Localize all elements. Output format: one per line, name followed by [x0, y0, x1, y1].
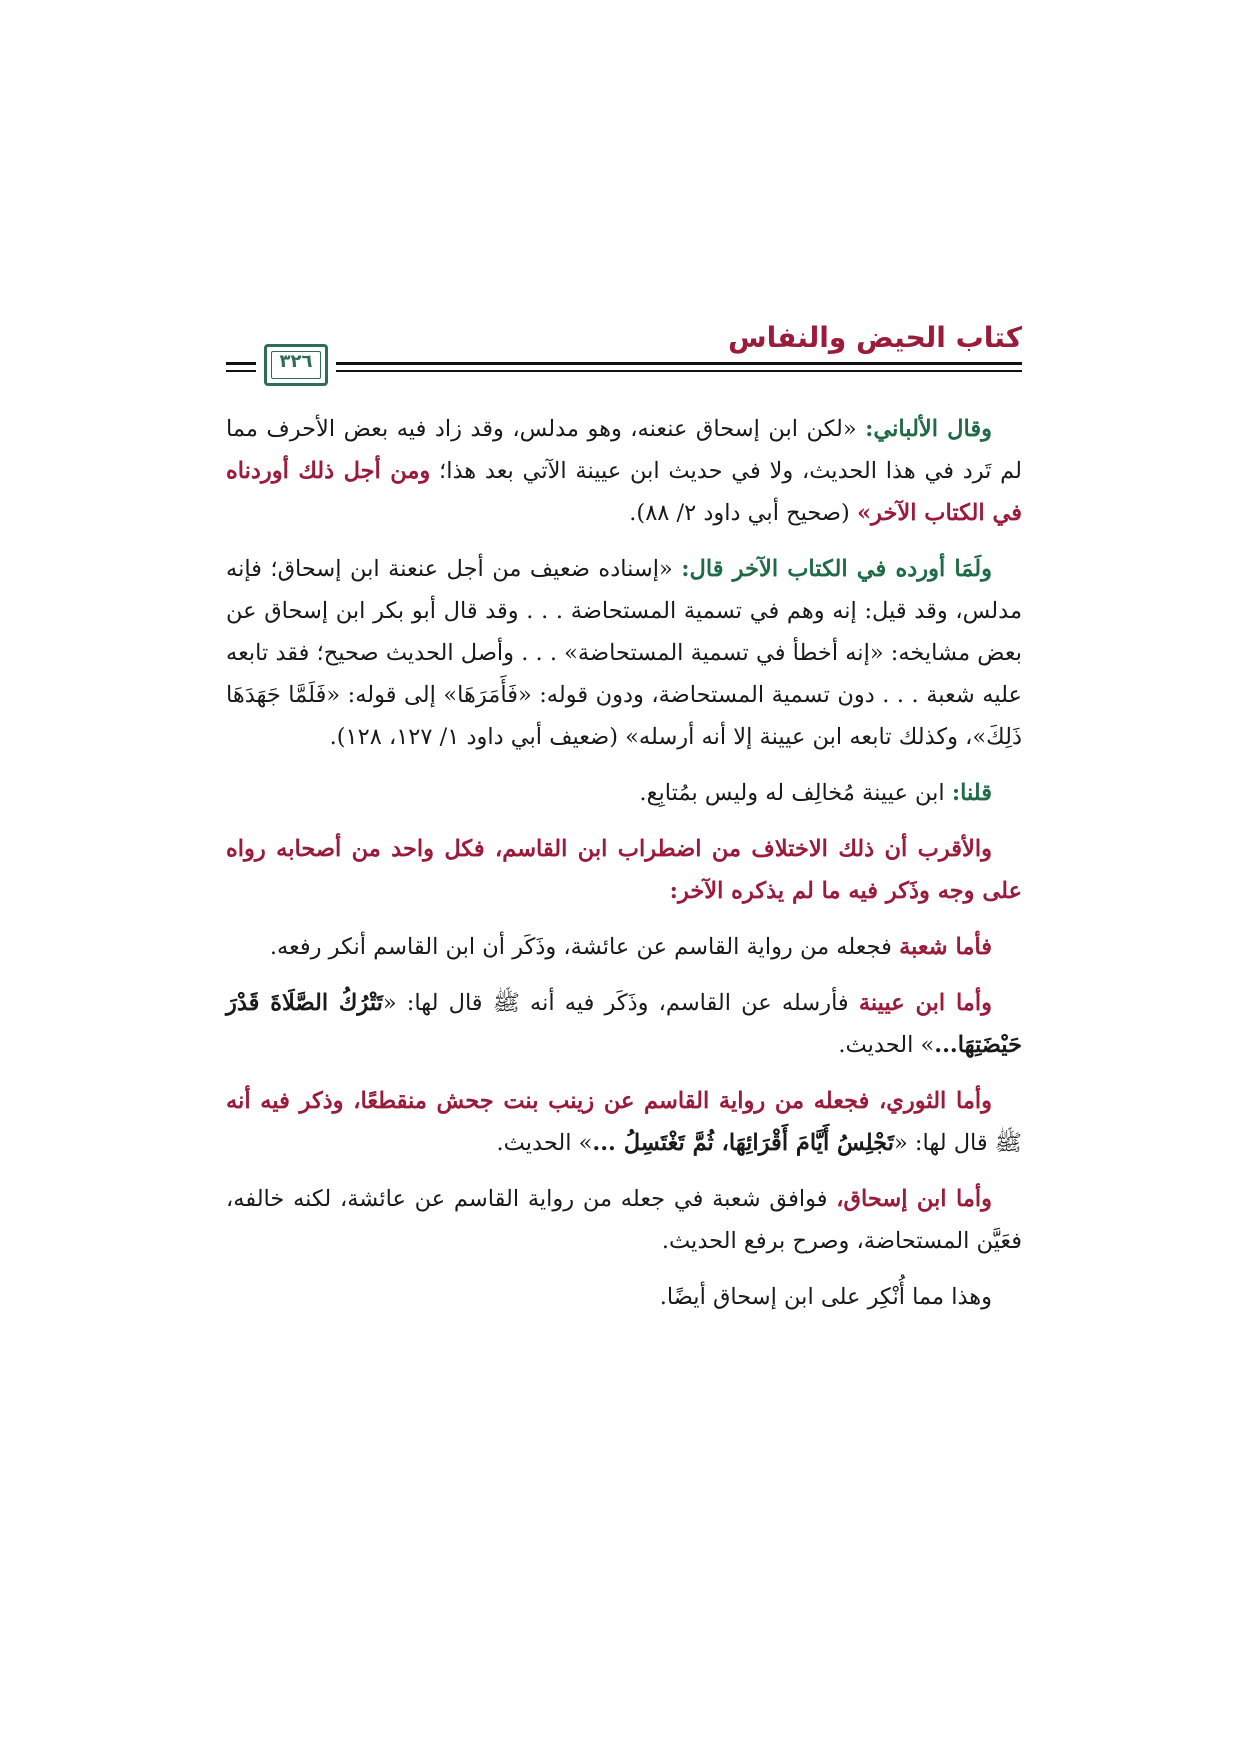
- paragraph-text: فجعله من رواية القاسم عن عائشة، وذَكَر أن ابن القاسم أنكر رفعه.: [269, 934, 900, 960]
- paragraph-albani-quote: [226, 408, 1022, 534]
- paragraph-text: ابن عيينة مُخالِف له وليس بمُتابِع.: [639, 780, 952, 806]
- paragraph-final-note: وهذا مما أُنْكِر على ابن إسحاق أيضًا.: [659, 1284, 992, 1310]
- paragraph-thawri: [226, 1080, 1022, 1164]
- paragraph-text: ﷺ قال لها: «: [893, 1130, 1022, 1156]
- paragraph-text: فوافق شعبة في جعله من رواية القاسم عن عائشة، لكنه خالفه، فعَيَّن المستحاضة، وصرح برفع الحديث.: [226, 1186, 1022, 1254]
- paragraph-text: «إسناده ضعيف من أجل عنعنة ابن إسحاق؛ فإنه مدلس، وقد قيل: إنه وهم في تسمية المستحاضة . . . وقد قال أبو بكر ابن إسحاق عن بعض مشايخه: «إنه أخطأ في تسمية المستحاضة» . . . وأصل الحديث صحيح؛ فقد تابعه عليه شعبة . . . دون تسمية المستحاضة، ودون قوله: «فَأَمَرَهَا» إلى قوله: «فَلَمَّا جَهَدَهَا ذَلِكَ»، وكذلك تابعه ابن عيينة إلا أنه أرسله» (ضعيف أبي داود ١/ ١٢٧، ١٢٨).: [226, 556, 1022, 750]
- paragraph-emphasis: وأما الثوري، فجعله من رواية القاسم عن زينب بنت جحش منقطعًا، وذكر فيه أنه: [226, 1088, 992, 1114]
- paragraph-other-book-quote: [226, 548, 1022, 758]
- paragraph-label: ولَمَا أورده في الكتاب الآخر قال:: [681, 556, 992, 582]
- paragraph-label: فأما شعبة: [899, 934, 992, 960]
- page-number-frame: [264, 344, 328, 386]
- paragraph-ibn-uyaynah: [226, 982, 1022, 1066]
- page-body: [226, 408, 1022, 1332]
- paragraph-our-comment: [226, 772, 1022, 814]
- header-rule-stub: [226, 362, 256, 365]
- header-rule-stub: [226, 370, 256, 372]
- paragraph-emphasis: ومن أجل ذلك أوردناه في الكتاب الآخر»: [226, 458, 1022, 526]
- paragraph-text: (صحيح أبي داود ٢/ ٨٨).: [629, 500, 857, 526]
- paragraph-label: وأما ابن إسحاق،: [836, 1186, 992, 1212]
- paragraph-label: قلنا:: [951, 780, 992, 806]
- header-rule: [336, 362, 1022, 365]
- paragraph-text: «لكن ابن إسحاق عنعنه، وهو مدلس، وقد زاد فيه بعض الأحرف مما لم تَرد في هذا الحديث، ولا في حديث ابن عيينة الآتي بعد هذا؛: [226, 416, 1022, 484]
- book-title: كتاب الحيض والنفاس: [727, 321, 1022, 354]
- paragraph-text: » الحديث.: [838, 1032, 935, 1058]
- page-header: [226, 318, 1022, 388]
- page-number: ٣٢٦: [279, 351, 313, 372]
- paragraph-conclusion-heading: والأقرب أن ذلك الاختلاف من اضطراب ابن القاسم، فكل واحد من أصحابه رواه على وجه وذَكر فيه ما لم يذكره الآخر:: [226, 836, 1022, 904]
- paragraph-text: فأرسله عن القاسم، وذَكَر فيه أنه ﷺ قال لها: «: [382, 990, 859, 1016]
- hadith-text: تَتْرُكُ الصَّلَاةَ قَدْرَ حَيْضَتِهَا...: [226, 990, 1022, 1058]
- hadith-text: تَجْلِسُ أَيَّامَ أَقْرَائِهَا، ثُمَّ تَغْتَسِلُ ...: [592, 1130, 894, 1156]
- header-rule: [336, 370, 1022, 372]
- paragraph-ibn-ishaq: [226, 1178, 1022, 1262]
- paragraph-label: وقال الألباني:: [865, 416, 992, 442]
- paragraph-label: وأما ابن عيينة: [858, 990, 992, 1016]
- paragraph-shuba: [226, 926, 1022, 968]
- paragraph-text: » الحديث.: [496, 1130, 593, 1156]
